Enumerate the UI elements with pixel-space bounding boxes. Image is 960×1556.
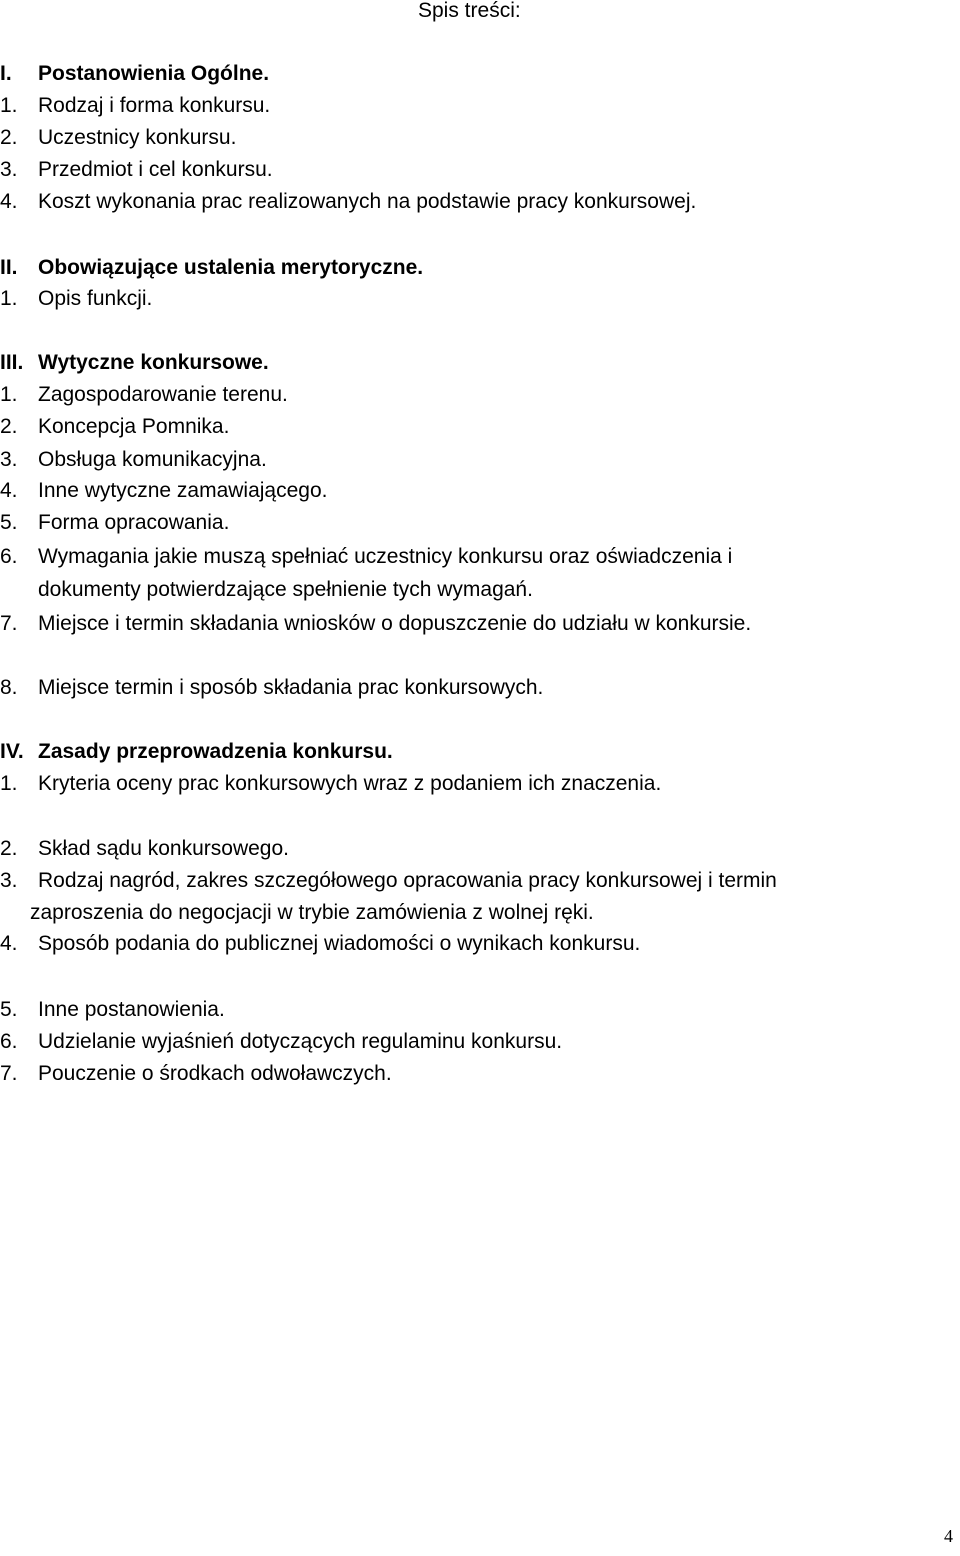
entry-text: Wymagania jakie muszą spełniać uczestnicy konkursu oraz oświadczenia i [38,545,733,568]
entry-number: 1. [0,94,18,117]
entry-text: Forma opracowania. [38,511,230,534]
entry-number: 1. [0,772,18,795]
entry-number: 6. [0,545,18,568]
entry-text: Koszt wykonania prac realizowanych na podstawie pracy konkursowej. [38,190,697,213]
section-title: Zasady przeprowadzenia konkursu. [38,740,393,763]
toc-entry-continuation: dokumenty potwierdzające spełnienie tych wymagań. [38,578,533,601]
section-number: III. [0,351,24,374]
entry-number: 3. [0,869,18,892]
entry-text: Obsługa komunikacyjna. [38,448,267,471]
entry-number: 1. [0,383,18,406]
entry-text: Kryteria oceny prac konkursowych wraz z podaniem ich znaczenia. [38,772,662,795]
entry-number: 4. [0,479,18,502]
entry-text: Sposób podania do publicznej wiadomości o wynikach konkursu. [38,932,641,955]
entry-text: Inne postanowienia. [38,998,225,1021]
entry-number: 2. [0,126,18,149]
entry-number: 6. [0,1030,18,1053]
section-number: I. [0,62,12,85]
entry-text: Uczestnicy konkursu. [38,126,237,149]
entry-number: 3. [0,158,18,181]
section-title: Wytyczne konkursowe. [38,351,269,374]
entry-number: 5. [0,998,18,1021]
entry-text: Inne wytyczne zamawiającego. [38,479,328,502]
section-number: IV. [0,740,24,763]
section-title: Obowiązujące ustalenia merytoryczne. [38,256,424,279]
entry-text: Miejsce termin i sposób składania prac konkursowych. [38,676,544,699]
entry-number: 8. [0,676,18,699]
section-number: II. [0,256,18,279]
entry-text: Opis funkcji. [38,287,153,310]
entry-number: 3. [0,448,18,471]
entry-text: Rodzaj i forma konkursu. [38,94,271,117]
entry-number: 5. [0,511,18,534]
entry-text: Skład sądu konkursowego. [38,837,289,860]
entry-number: 7. [0,612,18,635]
entry-number: 4. [0,190,18,213]
entry-number: 4. [0,932,18,955]
entry-number: 1. [0,287,18,310]
entry-text: Przedmiot i cel konkursu. [38,158,273,181]
section-title: Postanowienia Ogólne. [38,62,270,85]
toc-title: Spis treści: [418,0,521,22]
entry-text: Zagospodarowanie terenu. [38,383,288,406]
entry-text: Miejsce i termin składania wniosków o dopuszczenie do udziału w konkursie. [38,612,752,635]
entry-text: Koncepcja Pomnika. [38,415,230,438]
page-number: 4 [944,1526,953,1546]
entry-text: Pouczenie o środkach odwoławczych. [38,1062,392,1085]
entry-number: 2. [0,837,18,860]
entry-text: Rodzaj nagród, zakres szczegółowego opracowania pracy konkursowej i termin [38,869,777,892]
toc-entry-continuation: zaproszenia do negocjacji w trybie zamówienia z wolnej ręki. [30,901,594,924]
entry-number: 7. [0,1062,18,1085]
entry-number: 2. [0,415,18,438]
entry-text: Udzielanie wyjaśnień dotyczących regulaminu konkursu. [38,1030,563,1053]
